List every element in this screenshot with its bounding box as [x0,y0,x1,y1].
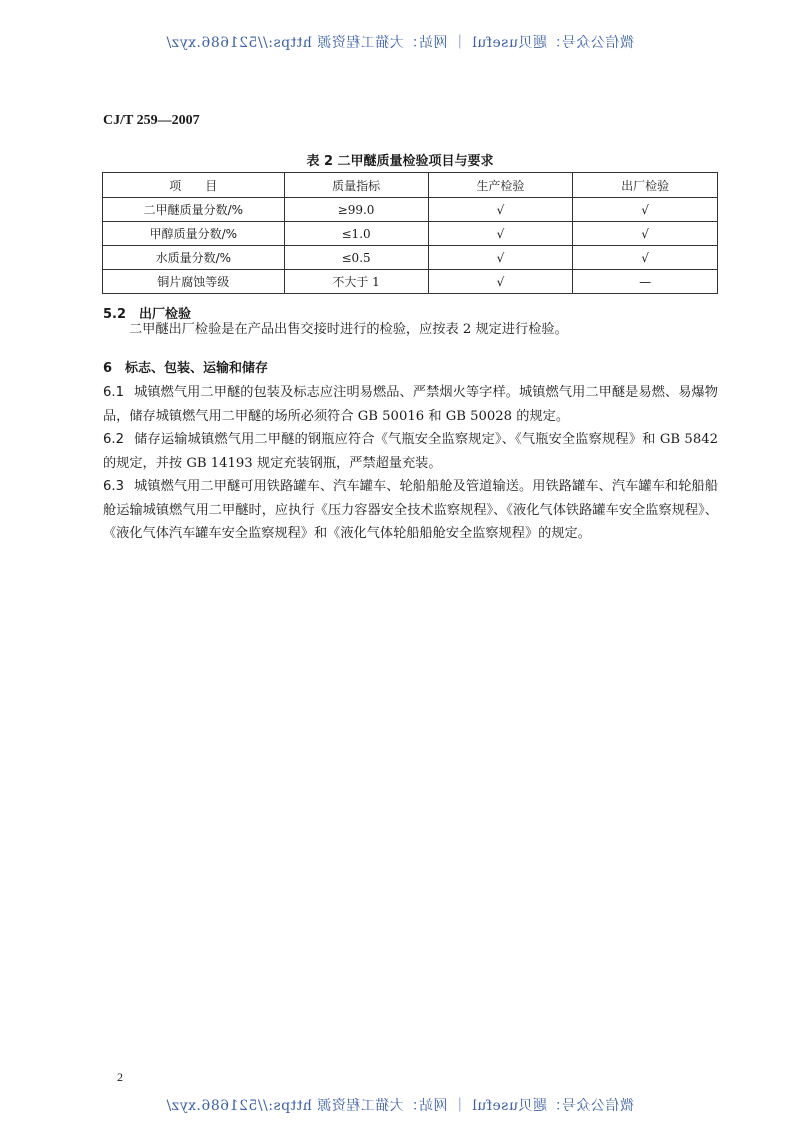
cell-factory: √ [573,222,718,246]
cell-spec: ≤1.0 [284,222,428,246]
clause-number: 6.3 [103,479,124,494]
quality-table [102,172,718,294]
section-6-heading: 6 标志、包装、运输和储存 [103,361,269,376]
cell-factory: √ [573,198,718,222]
table-row [103,198,718,222]
watermark-bottom: 微信公众号：题贝useful ｜ 网站：大猫工程资源 https://521686.xyz/ [166,1098,634,1114]
document-code: CJ/T 259—2007 [103,113,200,128]
cell-spec: 不大于 1 [284,270,428,294]
cell-factory: — [573,270,718,294]
clause-number: 6.2 [103,432,124,447]
cell-production: √ [428,270,573,294]
cell-item: 水质量分数/% [103,246,285,270]
table-row [103,246,718,270]
cell-production: √ [428,222,573,246]
paragraph-6-1 [103,381,718,428]
cell-spec: ≤0.5 [284,246,428,270]
header-production: 生产检验 [428,173,573,198]
header-factory: 出厂检验 [573,173,718,198]
header-item: 项 目 [103,173,285,198]
clause-number: 6.1 [103,385,124,400]
paragraph-6-3 [103,475,718,546]
clause-text: 储存运输城镇燃气用二甲醚的钢瓶应符合《气瓶安全监察规定》、《气瓶安全监察规程》和 GB 5842 的规定，并按 GB 14193 规定充装钢瓶，严禁超量充装。 [103,432,718,471]
cell-item: 铜片腐蚀等级 [103,270,285,294]
table-row [103,270,718,294]
cell-item: 二甲醚质量分数/% [103,198,285,222]
table-header-row [103,173,718,198]
section-5-2-heading: 5.2 出厂检验 [103,307,192,322]
paragraph-6-2 [103,428,718,475]
cell-spec: ≥99.0 [284,198,428,222]
table-row [103,222,718,246]
cell-production: √ [428,246,573,270]
cell-factory: √ [573,246,718,270]
watermark-top: 微信公众号：题贝useful ｜ 网站：大猫工程资源 https://521686.xyz/ [166,35,634,51]
section-5-2-text: 二甲醚出厂检验是在产品出售交接时进行的检验，应按表 2 规定进行检验。 [129,322,568,337]
header-spec: 质量指标 [284,173,428,198]
clause-text: 城镇燃气用二甲醚的包装及标志应注明易燃品、严禁烟火等字样。城镇燃气用二甲醚是易燃、易爆物品，储存城镇燃气用二甲醚的场所必须符合 GB 50016 和 GB 50028 的规定。 [103,385,718,424]
table-caption: 表 2 二甲醚质量检验项目与要求 [306,154,494,169]
cell-item: 甲醇质量分数/% [103,222,285,246]
clause-text: 城镇燃气用二甲醚可用铁路罐车、汽车罐车、轮船船舱及管道输送。用铁路罐车、汽车罐车和轮船船舱运输城镇燃气用二甲醚时，应执行《压力容器安全技术监察规程》、《液化气体铁路罐车安全监察规程》、《液化气体汽车罐车安全监察规程》和《液化气体轮船船舱安全监察规程》的规定。 [103,479,718,541]
page-number: 2 [117,1070,123,1084]
cell-production: √ [428,198,573,222]
